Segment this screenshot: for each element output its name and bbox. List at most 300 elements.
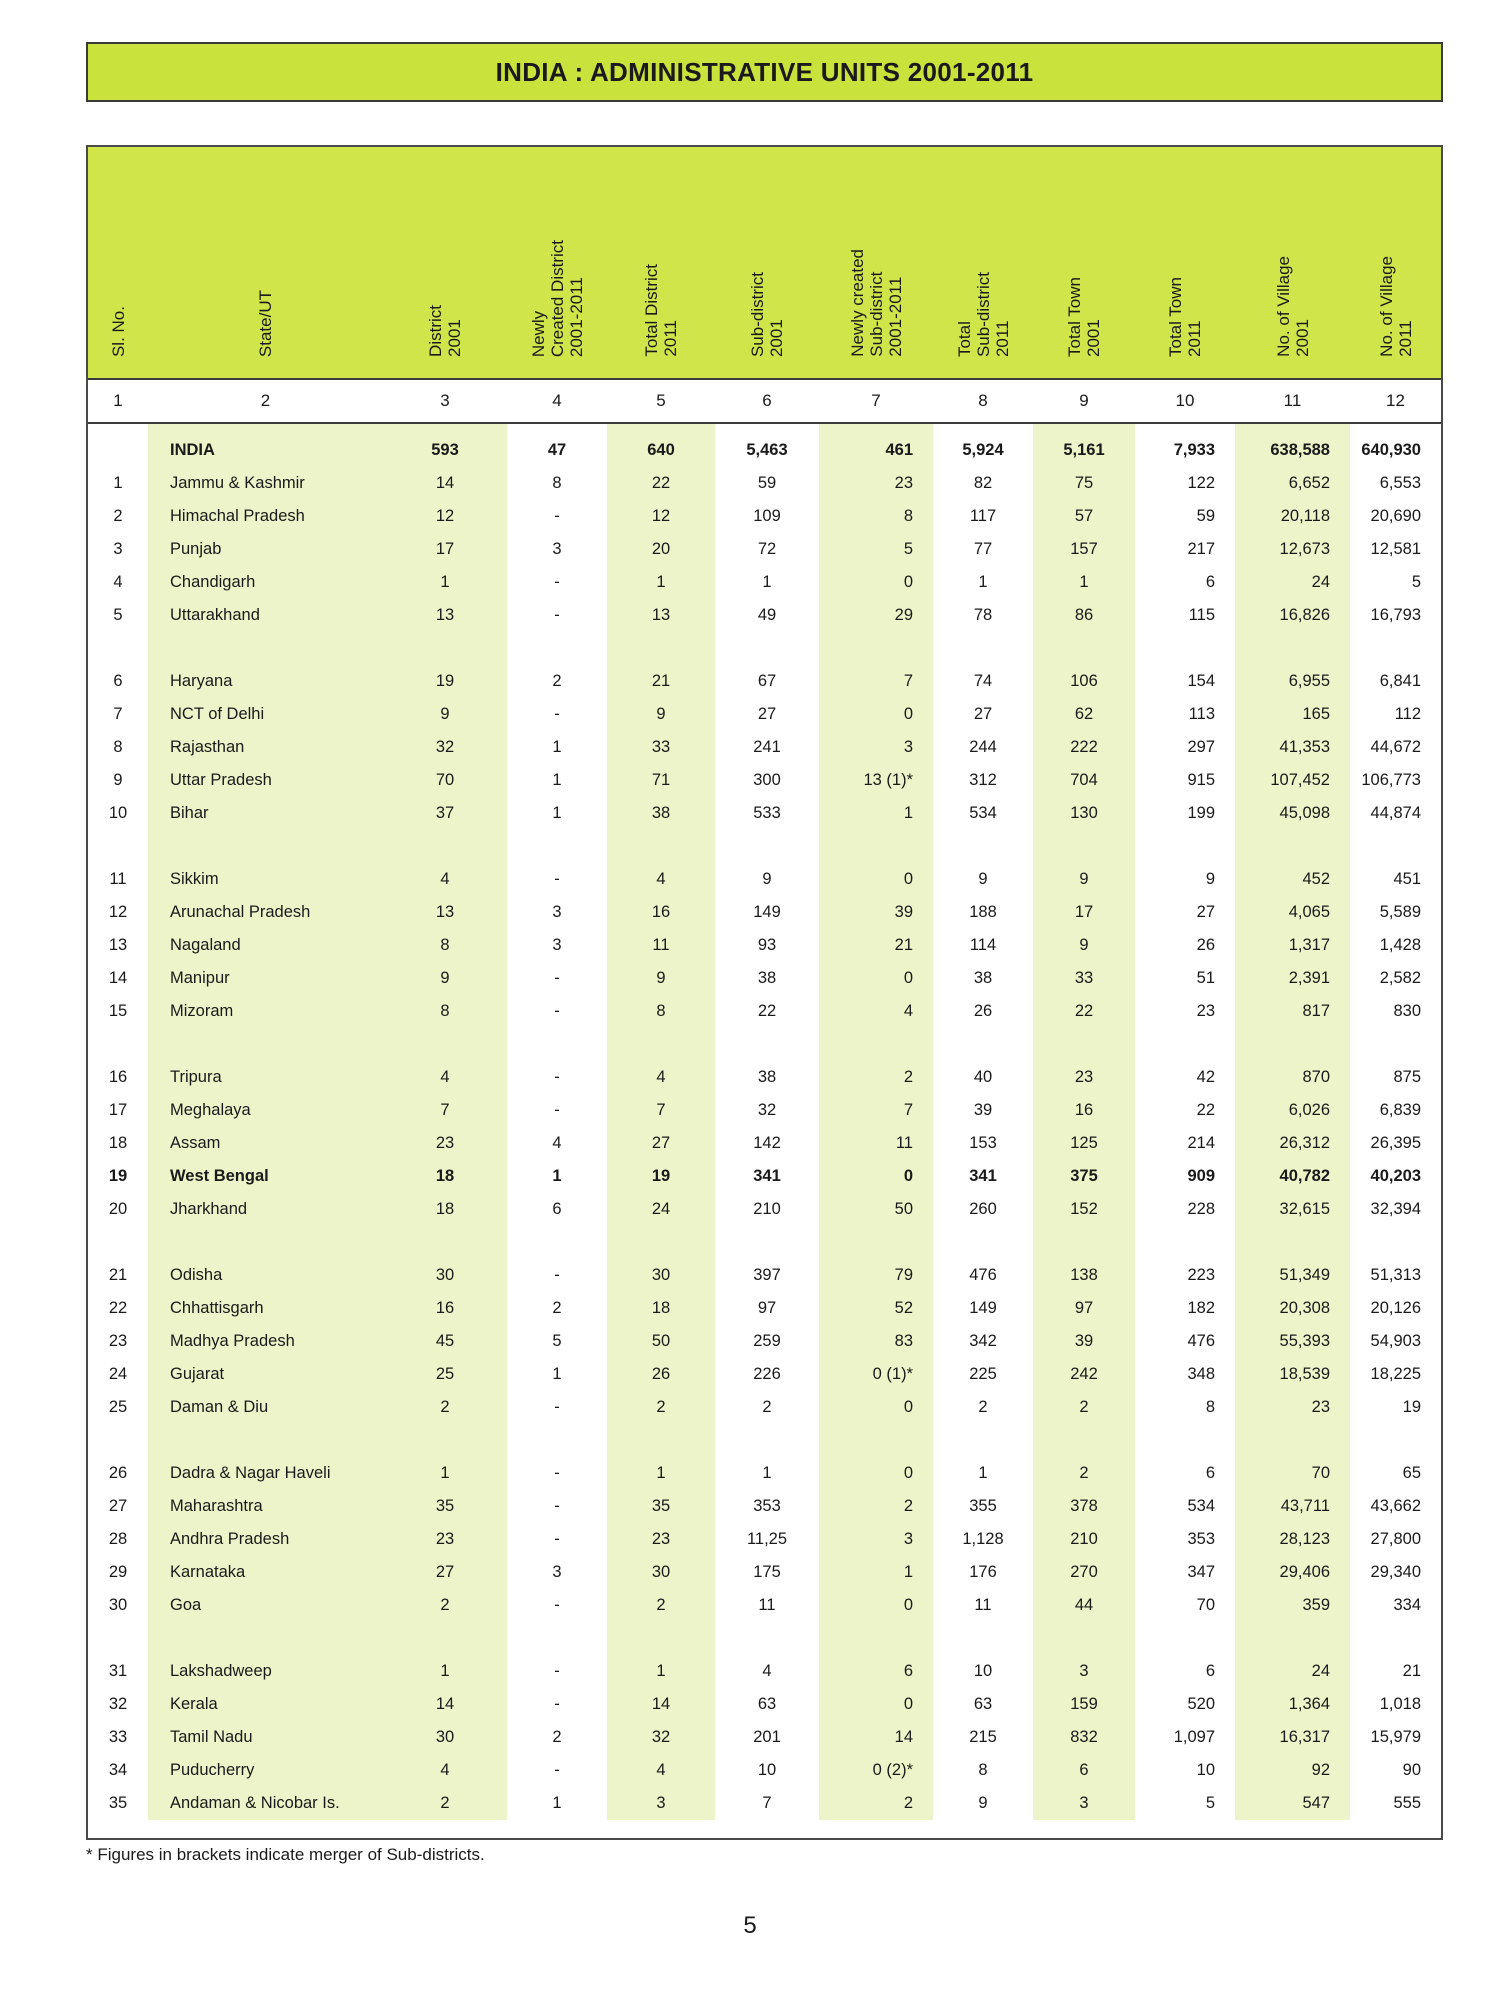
table-cell: 1 <box>552 804 562 822</box>
table-cell: 534 <box>1187 1497 1215 1515</box>
table-cell: 11 <box>819 1127 933 1160</box>
table-cell: 5 <box>1205 1794 1215 1812</box>
state-name: Himachal Pradesh <box>148 500 383 533</box>
column-header-label: State/UT <box>256 289 275 357</box>
table-row <box>88 1688 1441 1721</box>
table-cell: 9 <box>1205 870 1215 888</box>
table-cell: 52 <box>819 1292 933 1325</box>
state-name: Chandigarh <box>148 566 383 599</box>
table-cell: 22 <box>1196 1101 1215 1119</box>
table-cell: 2 <box>552 672 562 690</box>
table-cell: 29,406 <box>1235 1556 1350 1589</box>
table-cell: 547 <box>1235 1787 1350 1820</box>
table-cell: 2 <box>383 1391 507 1424</box>
table-cell: 18 <box>383 1160 507 1193</box>
table-cell: 14 <box>819 1721 933 1754</box>
table-cell: 165 <box>1235 698 1350 731</box>
table-row <box>88 863 1441 896</box>
table-cell: 182 <box>1187 1299 1215 1317</box>
table-cell: 11 <box>109 870 127 888</box>
state-name: Dadra & Nagar Haveli <box>148 1457 383 1490</box>
table-cell: 0 <box>819 1391 933 1424</box>
table-cell: 71 <box>607 764 715 797</box>
state-name: Mizoram <box>148 995 383 1028</box>
table-cell: 24 <box>607 1193 715 1226</box>
table-cell: 38 <box>607 797 715 830</box>
state-name: Kerala <box>148 1688 383 1721</box>
table-cell: 4 <box>113 573 123 591</box>
table-cell: - <box>554 507 560 525</box>
table-cell: - <box>554 1101 560 1119</box>
table-cell: 30 <box>607 1556 715 1589</box>
state-name: Andhra Pradesh <box>148 1523 383 1556</box>
table-cell: 260 <box>969 1200 997 1218</box>
state-name: Maharashtra <box>148 1490 383 1523</box>
table-cell: 4 <box>607 1754 715 1787</box>
table-cell: 6 <box>819 1655 933 1688</box>
table-cell: 1 <box>552 1794 562 1812</box>
column-header-label: Total District 2011 <box>642 264 680 357</box>
table-cell: 1 <box>819 1556 933 1589</box>
table-cell: 17 <box>108 1101 128 1119</box>
table-cell: 8 <box>383 995 507 1028</box>
table-cell: 397 <box>753 1266 781 1284</box>
state-name: Uttarakhand <box>148 599 383 632</box>
table-cell: 14 <box>383 1688 507 1721</box>
table-cell: 31 <box>108 1662 128 1680</box>
table-cell: 43,711 <box>1235 1490 1350 1523</box>
table-cell: 49 <box>757 606 777 624</box>
table-cell: 4,065 <box>1235 896 1350 929</box>
table-cell: 90 <box>1402 1761 1421 1779</box>
table-cell: 114 <box>969 936 997 954</box>
table-cell: 3 <box>819 1523 933 1556</box>
table-cell: - <box>554 1497 560 1515</box>
table-cell: 175 <box>753 1563 781 1581</box>
table-cell: 223 <box>1187 1266 1215 1284</box>
state-name: Arunachal Pradesh <box>148 896 383 929</box>
table-cell: 8 <box>552 474 562 492</box>
table-row <box>88 1061 1441 1094</box>
table-cell: 14 <box>607 1688 715 1721</box>
table-cell: 33 <box>607 731 715 764</box>
table-cell: 1 <box>552 771 562 789</box>
table-cell: 20,690 <box>1370 507 1421 525</box>
table-cell: 23 <box>819 467 933 500</box>
table-cell: 830 <box>1393 1002 1421 1020</box>
table-cell: 32 <box>607 1721 715 1754</box>
table-cell: 27 <box>1196 903 1215 921</box>
table-cell: 44,874 <box>1370 804 1421 822</box>
table-cell: - <box>554 1695 560 1713</box>
table-cell: 6,652 <box>1235 467 1350 500</box>
table-cell: 2 <box>113 507 123 525</box>
table-cell: 4 <box>383 1061 507 1094</box>
table-cell: 297 <box>1187 738 1215 756</box>
table-cell: 12,581 <box>1370 540 1421 558</box>
table-cell: 109 <box>753 507 781 525</box>
column-header <box>148 147 383 379</box>
table-cell: 4 <box>383 1754 507 1787</box>
table-cell: 24 <box>108 1365 128 1383</box>
table-row <box>88 599 1441 632</box>
table-cell: 2 <box>819 1787 933 1820</box>
table-cell: 5 <box>819 533 933 566</box>
table-cell: 27 <box>108 1497 128 1515</box>
table-cell: 13 <box>383 896 507 929</box>
table-cell: 32 <box>108 1695 128 1713</box>
table-cell: 1 <box>552 1365 562 1383</box>
state-name: Punjab <box>148 533 383 566</box>
table-cell: 5,463 <box>746 441 788 459</box>
table-cell: 210 <box>753 1200 781 1218</box>
table-cell: 241 <box>753 738 781 756</box>
table-cell: 62 <box>1033 698 1135 731</box>
table-cell: 51,313 <box>1370 1266 1421 1284</box>
state-name: Gujarat <box>148 1358 383 1391</box>
column-number: 1 <box>88 379 148 423</box>
table-cell: 2 <box>819 1061 933 1094</box>
table-cell: 3 <box>552 903 562 921</box>
table-cell: 1,018 <box>1379 1695 1421 1713</box>
table-cell: 115 <box>1188 606 1215 624</box>
table-cell: 1 <box>607 1457 715 1490</box>
state-name: Rajasthan <box>148 731 383 764</box>
table-row <box>88 1457 1441 1490</box>
table-cell: 159 <box>1033 1688 1135 1721</box>
table-row <box>88 1787 1441 1820</box>
table-cell: 0 <box>819 1688 933 1721</box>
table-cell: 13 <box>607 599 715 632</box>
table-cell: 3 <box>1033 1787 1135 1820</box>
table-cell: 35 <box>383 1490 507 1523</box>
table-cell: 3 <box>819 731 933 764</box>
table-cell: 24 <box>1235 1655 1350 1688</box>
table-cell: 21 <box>819 929 933 962</box>
table-cell: 9 <box>762 870 772 888</box>
table-cell: 19 <box>383 665 507 698</box>
table-cell: 1,364 <box>1235 1688 1350 1721</box>
table-cell: 7 <box>607 1094 715 1127</box>
table-row <box>88 1556 1441 1589</box>
table-cell: 1 <box>383 1655 507 1688</box>
table-cell: 20 <box>607 533 715 566</box>
table-cell: 0 <box>819 1589 933 1622</box>
table-cell: 452 <box>1235 863 1350 896</box>
table-cell: 215 <box>969 1728 997 1746</box>
table-cell: 57 <box>1033 500 1135 533</box>
table-cell: 12,673 <box>1235 533 1350 566</box>
table-cell: 32,394 <box>1370 1200 1421 1218</box>
table-cell: 2 <box>383 1787 507 1820</box>
table-cell: 1 <box>978 1464 988 1482</box>
state-name: NCT of Delhi <box>148 698 383 731</box>
table-cell: - <box>554 1002 560 1020</box>
table-cell: 5 <box>113 606 123 624</box>
table-cell: 79 <box>819 1259 933 1292</box>
table-cell: 8 <box>1205 1398 1215 1416</box>
table-cell: 33 <box>1033 962 1135 995</box>
table-row <box>88 995 1441 1028</box>
table-row <box>88 1655 1441 1688</box>
table-cell: 1 <box>819 797 933 830</box>
table-cell: 13 <box>383 599 507 632</box>
table-cell: 6,839 <box>1379 1101 1421 1119</box>
state-name: Sikkim <box>148 863 383 896</box>
table-row <box>88 1292 1441 1325</box>
table-cell: 27 <box>757 705 777 723</box>
table-cell: - <box>554 1530 560 1548</box>
table-cell: 1 <box>552 1167 562 1185</box>
table-cell: 23 <box>1033 1061 1135 1094</box>
column-header <box>1235 147 1350 379</box>
table-row <box>88 929 1441 962</box>
table-cell: 353 <box>753 1497 781 1515</box>
table-cell: 12 <box>108 903 128 921</box>
table-cell: 21 <box>1402 1662 1421 1680</box>
table-cell: 50 <box>819 1193 933 1226</box>
table-cell: 2 <box>762 1398 772 1416</box>
column-header-label: No. of Village 2011 <box>1376 256 1415 357</box>
table-cell: 3 <box>552 540 562 558</box>
table-cell: 9 <box>113 771 123 789</box>
table-cell: 6 <box>1033 1754 1135 1787</box>
table-cell: 14 <box>108 969 128 987</box>
table-cell: 334 <box>1393 1596 1421 1614</box>
table-cell: 2 <box>978 1398 988 1416</box>
table-cell: 30 <box>108 1596 128 1614</box>
state-name: Tamil Nadu <box>148 1721 383 1754</box>
table-row <box>88 665 1441 698</box>
table-cell: 225 <box>969 1365 997 1383</box>
table-cell: 176 <box>969 1563 997 1581</box>
column-header-label: Sub-district 2001 <box>748 271 786 357</box>
table-cell: 34 <box>108 1761 128 1779</box>
state-name: Assam <box>148 1127 383 1160</box>
table-cell: 26 <box>607 1358 715 1391</box>
table-cell: 18,539 <box>1235 1358 1350 1391</box>
table-cell: 86 <box>1033 599 1135 632</box>
group-spacer <box>88 830 1441 863</box>
column-header <box>1135 147 1235 379</box>
table-cell: 5 <box>1411 573 1421 591</box>
column-header-label: Newly Created District 2001-2011 <box>528 239 586 357</box>
table-cell: 59 <box>1196 507 1215 525</box>
table-cell: 476 <box>1187 1332 1215 1350</box>
table-cell: 25 <box>383 1358 507 1391</box>
table-cell: 23 <box>108 1332 128 1350</box>
table-cell: 7 <box>819 665 933 698</box>
table-cell: 2 <box>1033 1457 1135 1490</box>
table-cell: 7 <box>819 1094 933 1127</box>
table-cell: 18 <box>607 1292 715 1325</box>
table-cell: 228 <box>1187 1200 1215 1218</box>
table-cell: 23 <box>607 1523 715 1556</box>
footnote: * Figures in brackets indicate merger of Sub-districts. <box>86 1845 485 1864</box>
table-cell: 40,782 <box>1235 1160 1350 1193</box>
table-cell: 44,672 <box>1370 738 1421 756</box>
column-header <box>88 147 148 379</box>
table-cell: 29,340 <box>1370 1563 1421 1581</box>
table-cell: 6,553 <box>1379 474 1421 492</box>
table-cell: 22 <box>607 467 715 500</box>
table-cell: 157 <box>1033 533 1135 566</box>
table-cell: 259 <box>753 1332 781 1350</box>
table-cell: 7,933 <box>1173 441 1215 459</box>
table-cell: 5,589 <box>1379 903 1421 921</box>
table-cell: 0 (1)* <box>819 1358 933 1391</box>
table-cell: 27 <box>383 1556 507 1589</box>
table-cell: 74 <box>973 672 993 690</box>
table-cell: 312 <box>969 771 997 789</box>
group-spacer <box>88 1424 1441 1457</box>
table-cell: 375 <box>1033 1160 1135 1193</box>
table-cell: 70 <box>1235 1457 1350 1490</box>
table-cell: 6,955 <box>1235 665 1350 698</box>
table-cell: - <box>554 705 560 723</box>
table-cell <box>88 423 148 467</box>
table-cell: - <box>554 1068 560 1086</box>
state-name: Odisha <box>148 1259 383 1292</box>
table-cell: 37 <box>383 797 507 830</box>
table-cell: 106,773 <box>1361 771 1421 789</box>
table-cell: 16,793 <box>1370 606 1421 624</box>
table-cell: 1,317 <box>1235 929 1350 962</box>
table-cell: 359 <box>1235 1589 1350 1622</box>
table-row <box>88 1391 1441 1424</box>
table-cell: 640,930 <box>1361 441 1421 459</box>
table-cell: 55,393 <box>1235 1325 1350 1358</box>
table-cell: 0 <box>819 1457 933 1490</box>
table-cell: 82 <box>973 474 993 492</box>
table-cell: 29 <box>108 1563 128 1581</box>
table-cell: 242 <box>1033 1358 1135 1391</box>
column-header-label: Total Sub-district 2011 <box>954 271 1012 357</box>
table-cell: 451 <box>1393 870 1421 888</box>
table-row <box>88 1160 1441 1193</box>
table-cell: - <box>554 870 560 888</box>
table-cell: 30 <box>383 1259 507 1292</box>
column-header <box>933 147 1033 379</box>
table-cell: 909 <box>1187 1167 1215 1185</box>
table-cell: 63 <box>973 1695 993 1713</box>
table-row <box>88 962 1441 995</box>
table-cell: 18 <box>108 1134 128 1152</box>
table-cell: 378 <box>1033 1490 1135 1523</box>
table-cell: 18,225 <box>1370 1365 1421 1383</box>
table-cell: 32 <box>383 731 507 764</box>
state-name: Haryana <box>148 665 383 698</box>
table-cell: 0 (2)* <box>819 1754 933 1787</box>
page-number: 5 <box>743 1912 757 1939</box>
table-cell: 23 <box>1196 1002 1215 1020</box>
table-cell: 210 <box>1033 1523 1135 1556</box>
state-name: INDIA <box>148 423 383 467</box>
table-cell: 11 <box>607 929 715 962</box>
table-cell: 20,126 <box>1370 1299 1421 1317</box>
column-number: 8 <box>933 379 1033 423</box>
group-spacer <box>88 632 1441 665</box>
table-cell: 22 <box>757 1002 777 1020</box>
state-name: West Bengal <box>148 1160 383 1193</box>
table-cell: 122 <box>1187 474 1215 492</box>
table-cell: 4 <box>607 863 715 896</box>
table-cell: 26,312 <box>1235 1127 1350 1160</box>
title-banner <box>86 42 1443 102</box>
table-cell: 45,098 <box>1235 797 1350 830</box>
table-cell: - <box>554 1761 560 1779</box>
table-row <box>88 797 1441 830</box>
table-cell: 0 <box>819 698 933 731</box>
table-cell: 23 <box>1235 1391 1350 1424</box>
table-cell: 93 <box>757 936 777 954</box>
column-number: 10 <box>1135 379 1235 423</box>
table-cell: 83 <box>819 1325 933 1358</box>
table-cell: 47 <box>547 441 567 459</box>
table-cell: 1 <box>607 1655 715 1688</box>
column-header <box>715 147 819 379</box>
table-cell: 30 <box>383 1721 507 1754</box>
table-cell: 39 <box>973 1101 993 1119</box>
group-spacer <box>88 1622 1441 1655</box>
table-row <box>88 1754 1441 1787</box>
table-cell: 15,979 <box>1370 1728 1421 1746</box>
table-row <box>88 1721 1441 1754</box>
table-cell: 0 <box>819 962 933 995</box>
table-cell: 3 <box>607 1787 715 1820</box>
table-cell: 3 <box>552 936 562 954</box>
table-cell: 29 <box>819 599 933 632</box>
table-cell: 8 <box>383 929 507 962</box>
table-cell: 32,615 <box>1235 1193 1350 1226</box>
table-cell: 347 <box>1187 1563 1215 1581</box>
table-cell: 20,118 <box>1235 500 1350 533</box>
admin-units-table <box>86 145 1443 1840</box>
table-cell: 4 <box>819 995 933 1028</box>
table-cell: 25 <box>108 1398 128 1416</box>
table-cell: 32 <box>757 1101 777 1119</box>
table-row <box>88 500 1441 533</box>
table-cell: 5,161 <box>1033 423 1135 467</box>
table-row <box>88 1325 1441 1358</box>
table-cell: 270 <box>1033 1556 1135 1589</box>
table-cell: 201 <box>753 1728 781 1746</box>
table-cell: 70 <box>383 764 507 797</box>
table-cell: 19 <box>1402 1398 1421 1416</box>
table-cell: 534 <box>969 804 997 822</box>
column-header-label: No. of Village 2001 <box>1273 256 1312 357</box>
table-cell: 27,800 <box>1370 1530 1421 1548</box>
table-cell: - <box>554 1266 560 1284</box>
table-cell: 1 <box>383 566 507 599</box>
state-name: Madhya Pradesh <box>148 1325 383 1358</box>
state-name: Meghalaya <box>148 1094 383 1127</box>
table-cell: 20,308 <box>1235 1292 1350 1325</box>
table-cell: 6,026 <box>1235 1094 1350 1127</box>
table-cell: - <box>554 1398 560 1416</box>
column-number: 2 <box>148 379 383 423</box>
table-cell: 23 <box>383 1523 507 1556</box>
table-cell: 640 <box>607 423 715 467</box>
table-cell: 0 <box>819 566 933 599</box>
table-cell: 10 <box>757 1761 777 1779</box>
table-cell: 70 <box>1196 1596 1215 1614</box>
table-cell: 23 <box>383 1127 507 1160</box>
column-number: 11 <box>1235 379 1350 423</box>
table-row <box>88 896 1441 929</box>
table-cell: 28,123 <box>1235 1523 1350 1556</box>
table-cell: 593 <box>383 423 507 467</box>
